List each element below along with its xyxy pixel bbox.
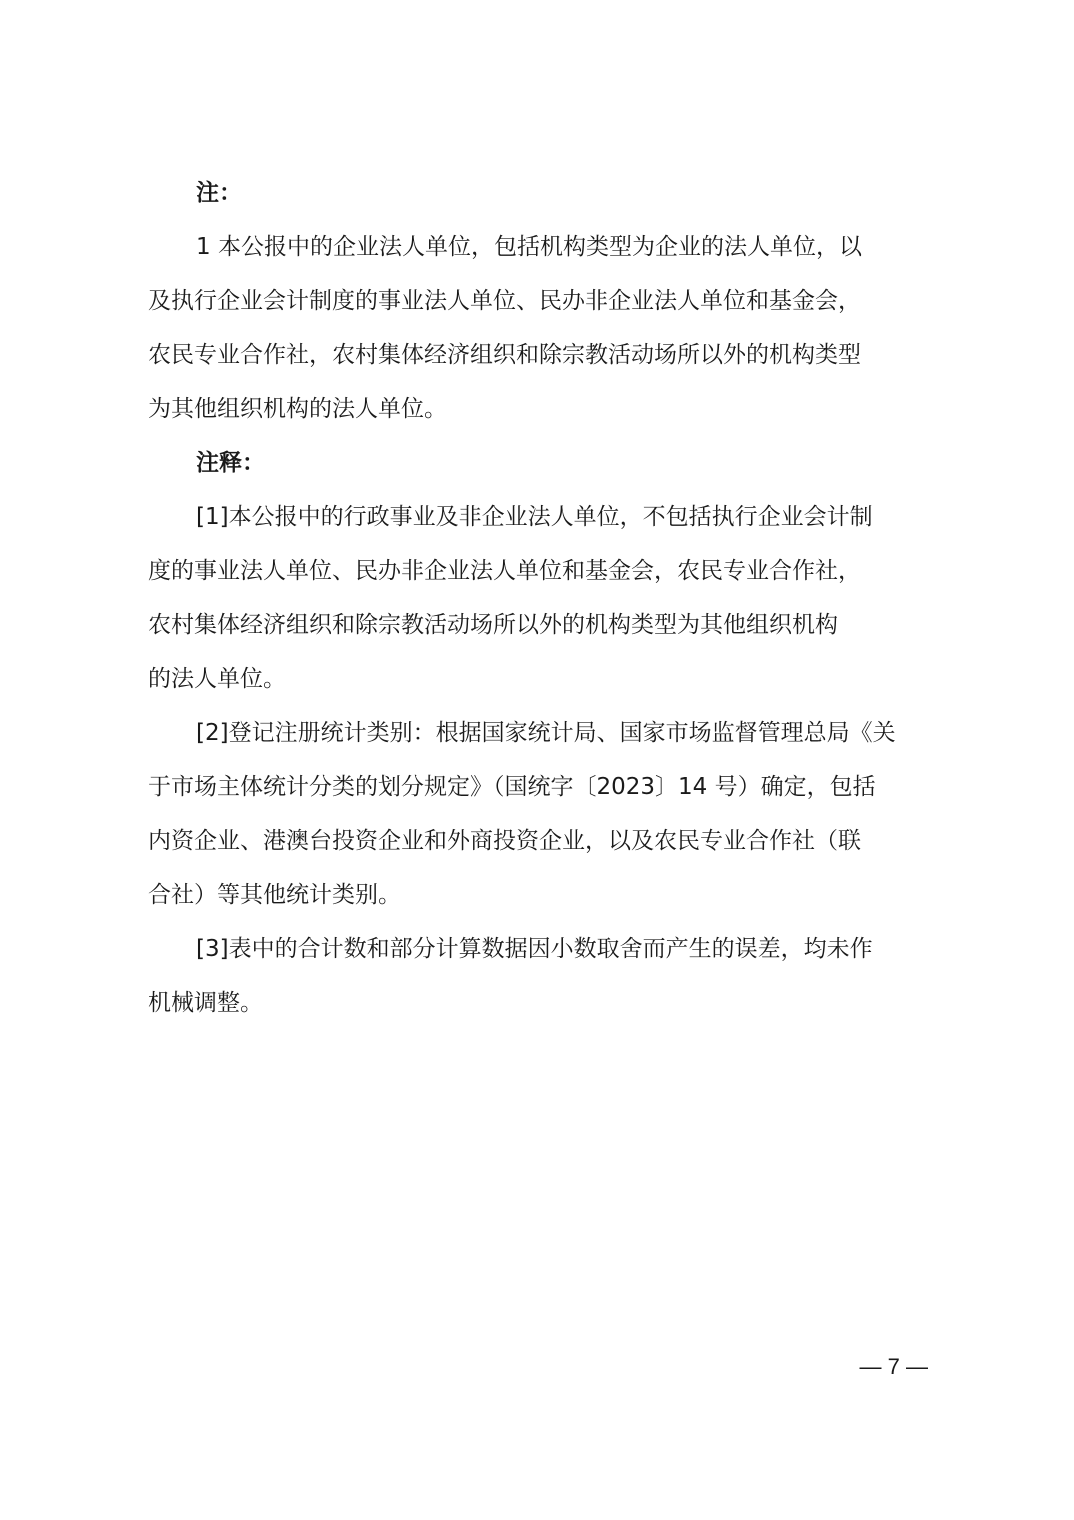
annotations-heading: 注释： (196, 450, 265, 476)
page-number: — 7 — (859, 1354, 928, 1379)
note1-line-2: 及执行企业会计制度的事业法人单位、民办非企业法人单位和基金会， (148, 288, 861, 314)
annotation2-line-1: [2]登记注册统计类别：根据国家统计局、国家市场监督管理总局《关 (196, 720, 896, 746)
annotation2-line-2: 于市场主体统计分类的划分规定》（国统字〔2023〕14 号）确定，包括 (148, 774, 876, 800)
annotation1-line-4: 的法人单位。 (148, 666, 286, 692)
annotation3-line-1: [3]表中的合计数和部分计算数据因小数取舍而产生的误差，均未作 (196, 936, 873, 962)
annotation3-line-2: 机械调整。 (148, 990, 263, 1016)
page-content (148, 166, 928, 1030)
notes-heading: 注： (196, 180, 242, 206)
annotation1-line-3: 农村集体经济组织和除宗教活动场所以外的机构类型为其他组织机构 (148, 612, 838, 638)
note1-line-3: 农民专业合作社，农村集体经济组织和除宗教活动场所以外的机构类型 (148, 342, 861, 368)
annotation2-line-4: 合社）等其他统计类别。 (148, 882, 401, 908)
annotation2-line-3: 内资企业、港澳台投资企业和外商投资企业，以及农民专业合作社（联 (148, 828, 861, 854)
annotation1-line-1: [1]本公报中的行政事业及非企业法人单位，不包括执行企业会计制 (196, 504, 873, 530)
note1-line-1: 1 本公报中的企业法人单位，包括机构类型为企业的法人单位，以 (196, 234, 862, 260)
annotation1-line-2: 度的事业法人单位、民办非企业法人单位和基金会，农民专业合作社， (148, 558, 861, 584)
note1-line-4: 为其他组织机构的法人单位。 (148, 396, 447, 422)
